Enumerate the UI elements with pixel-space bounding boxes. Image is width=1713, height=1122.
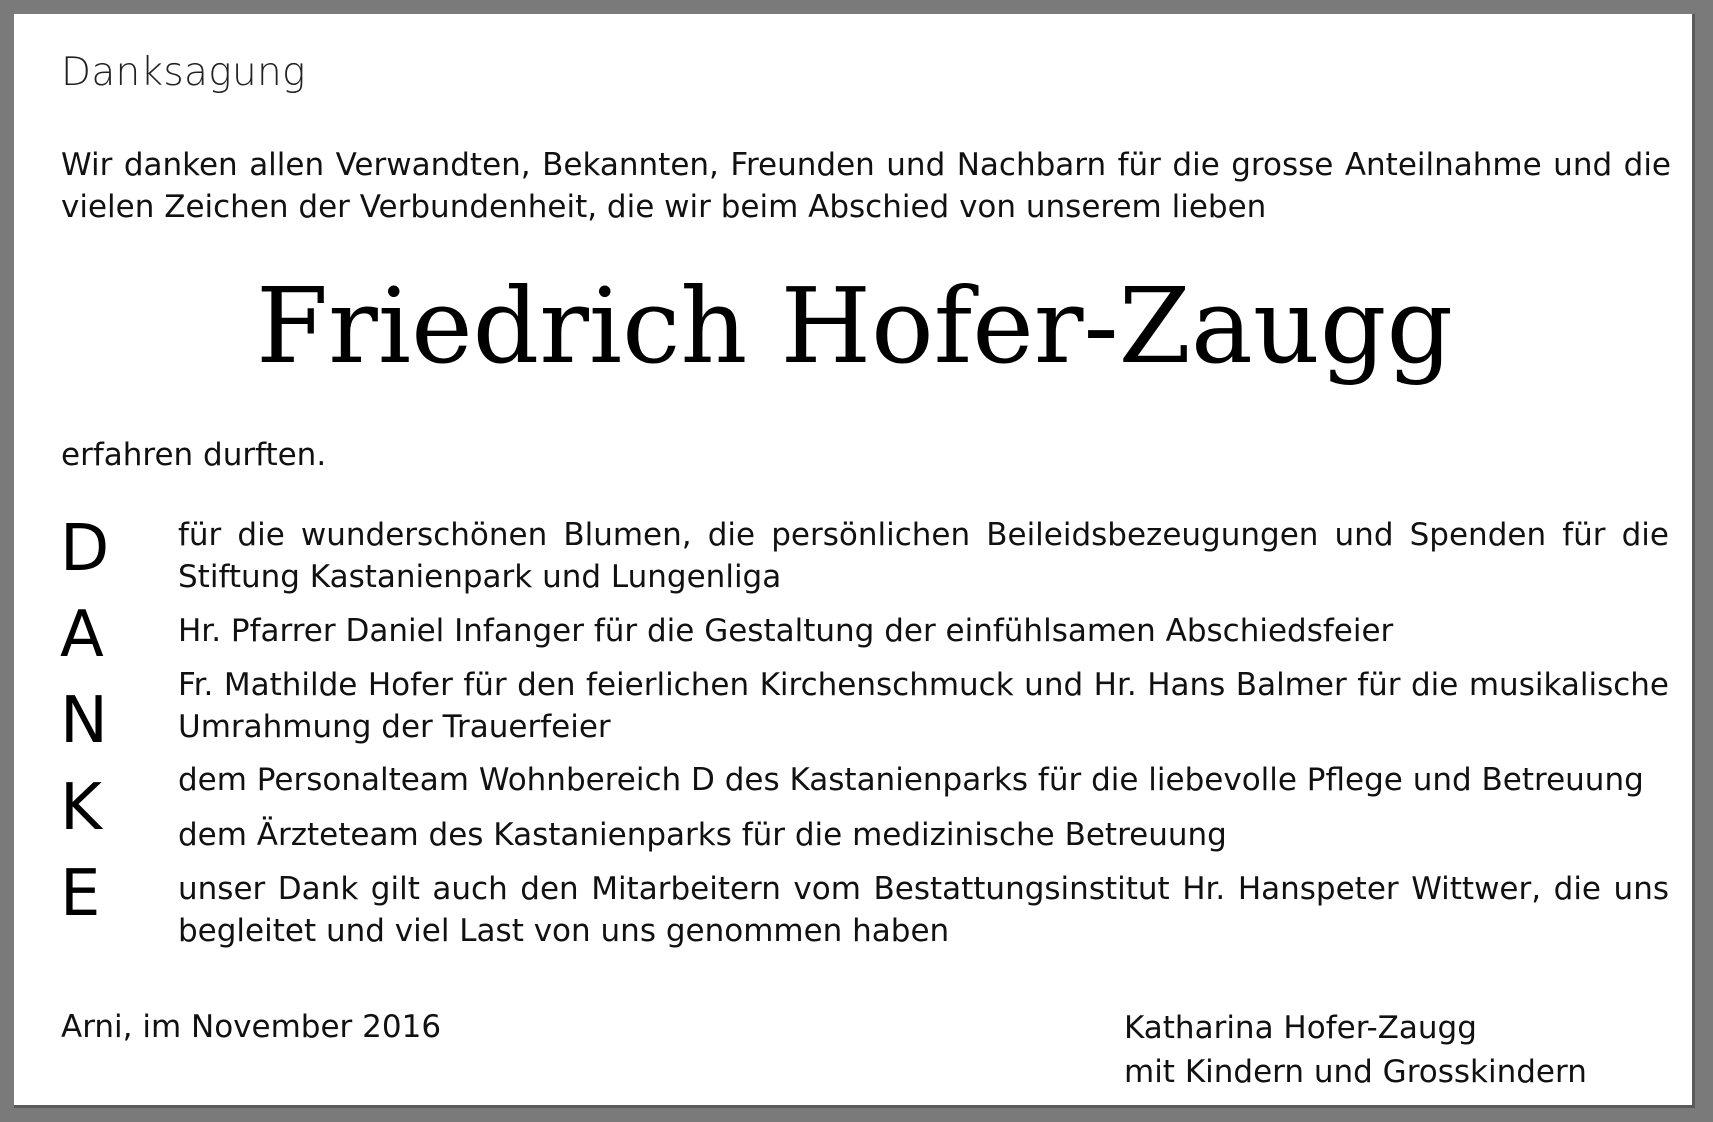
thanks-item-funeral-home: unser Dank gilt auch den Mitarbeitern vom Bestattungsinstitut Hr. Hanspeter Wittwer, die uns begleitet und viel Last von uns genommen haben bbox=[178, 871, 1669, 949]
notice-heading: Danksagung bbox=[61, 50, 306, 95]
danke-letter-a: A bbox=[60, 598, 104, 672]
signature-family: mit Kindern und Grosskindern bbox=[1124, 1054, 1587, 1090]
intro-continuation: erfahren durften. bbox=[61, 437, 327, 473]
thanks-item-doctors: dem Ärzteteam des Kastanienparks für die medizinische Betreuung bbox=[178, 817, 1227, 853]
thanks-item-flowers: für die wunderschönen Blumen, die persönlichen Beileidsbezeugungen und Spenden für die Stiftung Kastanienpark und Lungenliga bbox=[178, 517, 1669, 595]
signature-name: Katharina Hofer-Zaugg bbox=[1124, 1010, 1477, 1046]
thanks-item-church-music: Fr. Mathilde Hofer für den feierlichen Kirchenschmuck und Hr. Hans Balmer für die musikalische Umrahmung der Trauerfeier bbox=[178, 667, 1669, 745]
deceased-name: Friedrich Hofer-Zaugg bbox=[255, 265, 1454, 387]
danke-letter-e: E bbox=[60, 857, 101, 931]
thanks-item-care-staff: dem Personalteam Wohnbereich D des Kastanienparks für die liebevolle Pflege und Betreuung bbox=[178, 762, 1644, 798]
danke-letter-n: N bbox=[60, 684, 108, 758]
place-and-date: Arni, im November 2016 bbox=[61, 1009, 442, 1045]
intro-paragraph: Wir danken allen Verwandten, Bekannten, Freunden und Nachbarn für die grosse Anteilnahme und die vielen Zeichen der Verbundenheit, die wir beim Abschied von unserem lieben bbox=[61, 147, 1671, 225]
signature-block bbox=[1124, 1006, 1587, 1094]
danke-letter-d: D bbox=[60, 512, 110, 586]
thanks-item-pastor: Hr. Pfarrer Daniel Infanger für die Gestaltung der einfühlsamen Abschiedsfeier bbox=[178, 613, 1394, 649]
danke-letter-k: K bbox=[60, 771, 102, 845]
obituary-notice-card bbox=[14, 14, 1695, 1108]
